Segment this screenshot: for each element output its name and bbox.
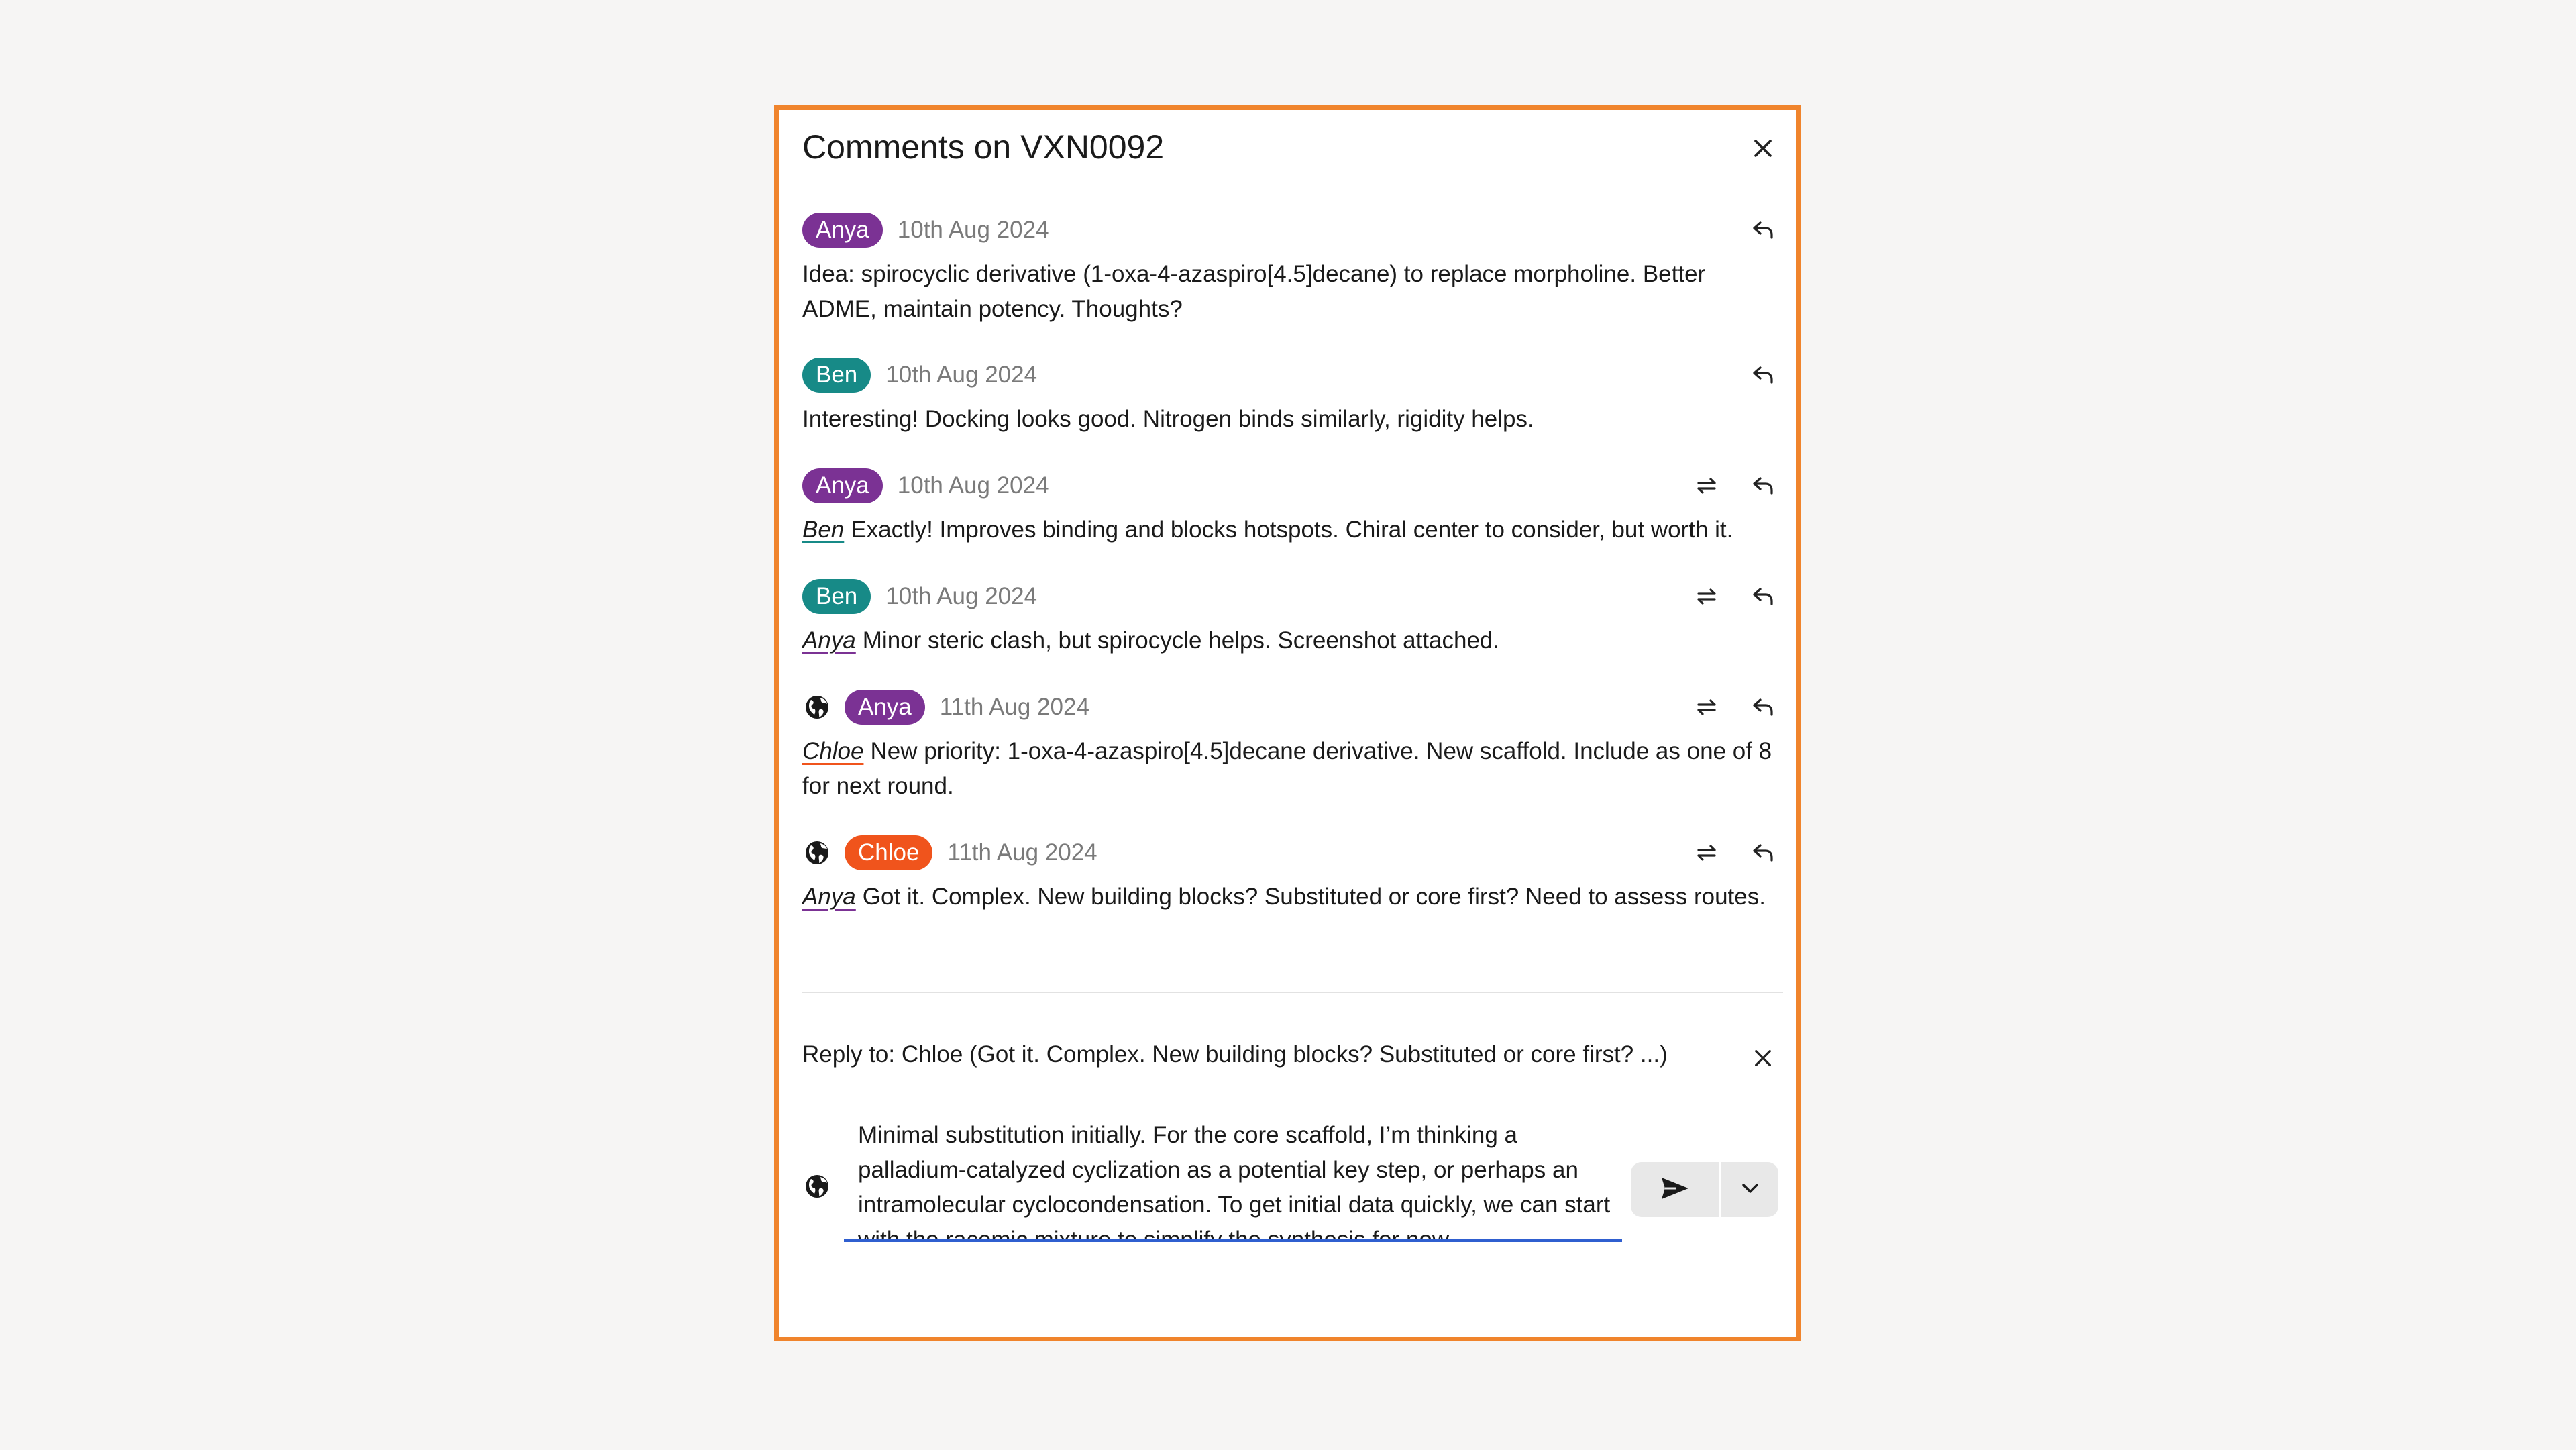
comment-item [802,687,1782,804]
author-badge: Anya [802,468,883,503]
globe-icon[interactable] [802,1172,832,1201]
comment-item [802,355,1782,437]
comment-date: 11th Aug 2024 [947,839,1097,866]
close-icon[interactable] [1743,128,1783,168]
swap-icon[interactable] [1686,576,1727,617]
chevron-down-icon [1741,1183,1759,1197]
close-icon[interactable] [1743,1038,1783,1078]
globe-icon [802,692,832,722]
author-badge: Ben [802,579,871,614]
divider [802,992,1783,993]
author-badge: Chloe [845,835,932,870]
send-options-dropdown[interactable] [1721,1162,1778,1217]
reply-icon[interactable] [1743,687,1783,727]
author-badge: Ben [802,358,871,393]
comment-date: 10th Aug 2024 [897,472,1049,499]
comment-text [802,880,1782,915]
comment-date: 10th Aug 2024 [885,583,1038,609]
comment-text: Idea: spirocyclic derivative (1-oxa-4-azaspiro[4.5]decane) to replace morpholine. Better ADME, maintain potency. Thoughts? [802,261,1706,322]
send-icon [1660,1176,1690,1204]
reply-textarea[interactable] [844,1118,1622,1242]
comments-panel [774,105,1801,1341]
comment-text-body: New priority: 1-oxa-4-azaspiro[4.5]decane derivative. New scaffold. Include as one of 8 for next round. [802,738,1772,799]
mention-link[interactable]: Anya [802,884,856,910]
panel-title: Comments on VXN0092 [802,128,1165,166]
comment-date: 10th Aug 2024 [897,217,1049,243]
mention-link[interactable]: Ben [802,517,845,543]
comment-text-body: Got it. Complex. New building blocks? Substituted or core first? Need to assess routes. [862,884,1766,910]
comment-item [802,210,1782,327]
comment-text [802,513,1782,548]
comment-text-body: Exactly! Improves binding and blocks hotspots. Chiral center to consider, but worth it. [851,517,1733,543]
comment-text [802,734,1782,804]
author-badge: Anya [845,690,925,725]
comment-text-body: Minor steric clash, but spirocycle helps. Screenshot attached. [862,627,1500,654]
comment-date: 11th Aug 2024 [939,694,1089,720]
comment-item [802,576,1782,658]
globe-icon [802,838,832,868]
swap-icon[interactable] [1686,833,1727,873]
author-badge: Anya [802,213,883,248]
reply-to-label: Reply to: Chloe (Got it. Complex. New building blocks? Substituted or core first? ...) [802,1041,1668,1068]
swap-icon[interactable] [1686,466,1727,506]
reply-icon[interactable] [1743,833,1783,873]
swap-icon[interactable] [1686,687,1727,727]
comment-text: Interesting! Docking looks good. Nitrogen binds similarly, rigidity helps. [802,406,1534,432]
comment-date: 10th Aug 2024 [885,362,1038,388]
send-button[interactable] [1631,1162,1721,1217]
reply-icon[interactable] [1743,576,1783,617]
comment-item [802,466,1782,548]
send-button-group [1631,1162,1778,1217]
reply-icon[interactable] [1743,466,1783,506]
reply-icon[interactable] [1743,210,1783,250]
comment-text [802,623,1782,658]
mention-link[interactable]: Chloe [802,738,864,764]
reply-icon[interactable] [1743,355,1783,395]
comment-item [802,833,1782,915]
mention-link[interactable]: Anya [802,627,856,654]
